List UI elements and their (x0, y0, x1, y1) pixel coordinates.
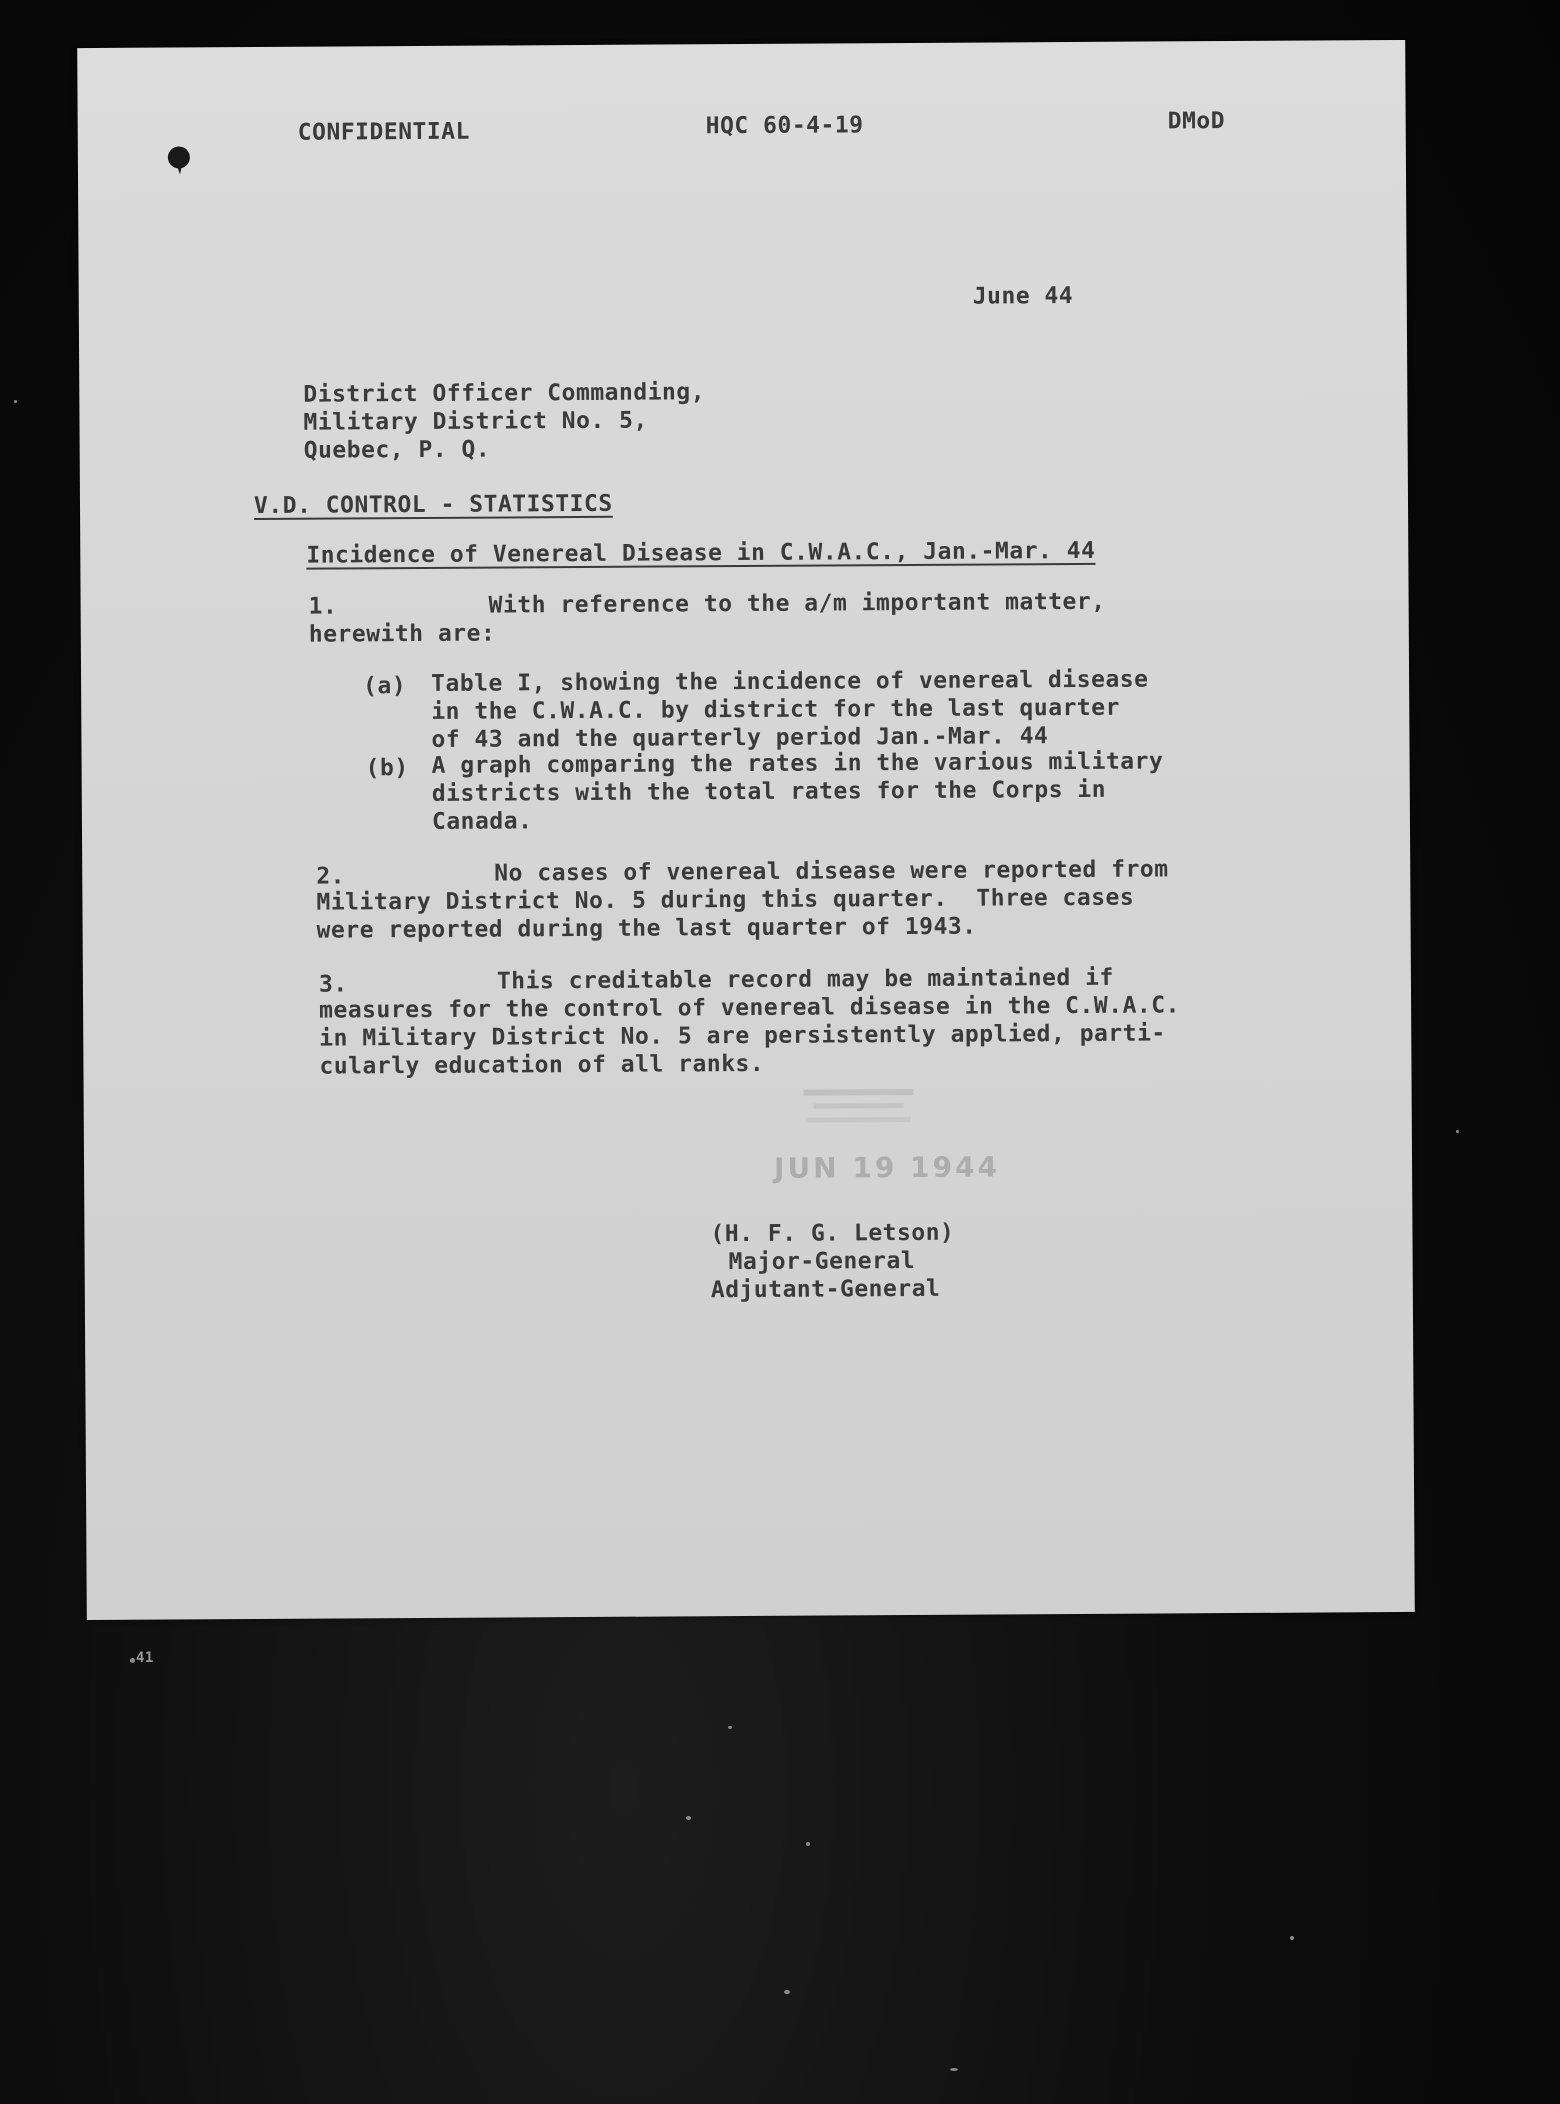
item-a-line-3: of 43 and the quarterly period Jan.-Mar. 44 (431, 723, 1049, 753)
paragraph-1-line-1: With reference to the a/m important matter, (488, 588, 1106, 619)
item-b-line-1: A graph comparing the rates in the various military (431, 748, 1164, 779)
addressee-line-2: Military District No. 5, (303, 407, 648, 436)
margin-note: 41 (136, 1650, 154, 1666)
signatory-title: Adjutant-General (710, 1275, 941, 1304)
paragraph-3-line-1: This creditable record may be maintained if (496, 964, 1114, 995)
paragraph-2-line-3: were reported during the last quarter of 1943. (316, 913, 977, 944)
signatory-rank: Major-General (728, 1247, 916, 1276)
received-stamp (784, 1085, 934, 1146)
paragraph-3-number: 3. (318, 971, 348, 998)
item-a-line-1: Table I, showing the incidence of venereal disease (431, 666, 1149, 697)
letter-date: June 44 (972, 282, 1074, 310)
paragraph-2-number: 2. (316, 863, 346, 890)
file-reference: HQC 60-4-19 (705, 112, 864, 140)
subject-subheading: Incidence of Venereal Disease in C.W.A.C., Jan.-Mar. 44 (306, 537, 1096, 569)
document-page (77, 40, 1415, 1620)
received-date-stamp: JUN 19 1944 (773, 1150, 1001, 1185)
paragraph-3-line-3: in Military District No. 5 are persistently applied, parti- (319, 1020, 1166, 1052)
signatory-name: (H. F. G. Letson) (710, 1219, 955, 1248)
item-b-line-3: Canada. (431, 808, 533, 835)
paragraph-2-line-2: Military District No. 5 during this quarter. Three cases (316, 884, 1135, 916)
paragraph-3-line-2: measures for the control of venereal disease in the C.W.A.C. (319, 992, 1181, 1024)
item-b-line-2: districts with the total rates for the Corps in (431, 776, 1107, 807)
ink-blot-icon (166, 145, 192, 175)
branch-code: DMoD (1167, 108, 1226, 135)
item-a-line-2: in the C.W.A.C. by district for the last quarter (431, 694, 1121, 725)
subject-heading: V.D. CONTROL - STATISTICS (253, 490, 613, 519)
item-b-label: (b) (365, 755, 409, 782)
paragraph-2-line-1: No cases of venereal disease were reported from (494, 856, 1169, 887)
addressee-line-3: Quebec, P. Q. (303, 436, 491, 464)
paragraph-3-line-4: cularly education of all ranks. (319, 1050, 765, 1080)
paragraph-1-line-2: herewith are: (308, 620, 496, 648)
item-a-label: (a) (363, 673, 407, 700)
classification-label: CONFIDENTIAL (297, 118, 470, 146)
addressee-line-1: District Officer Commanding, (303, 379, 706, 408)
paragraph-1-number: 1. (308, 593, 338, 620)
